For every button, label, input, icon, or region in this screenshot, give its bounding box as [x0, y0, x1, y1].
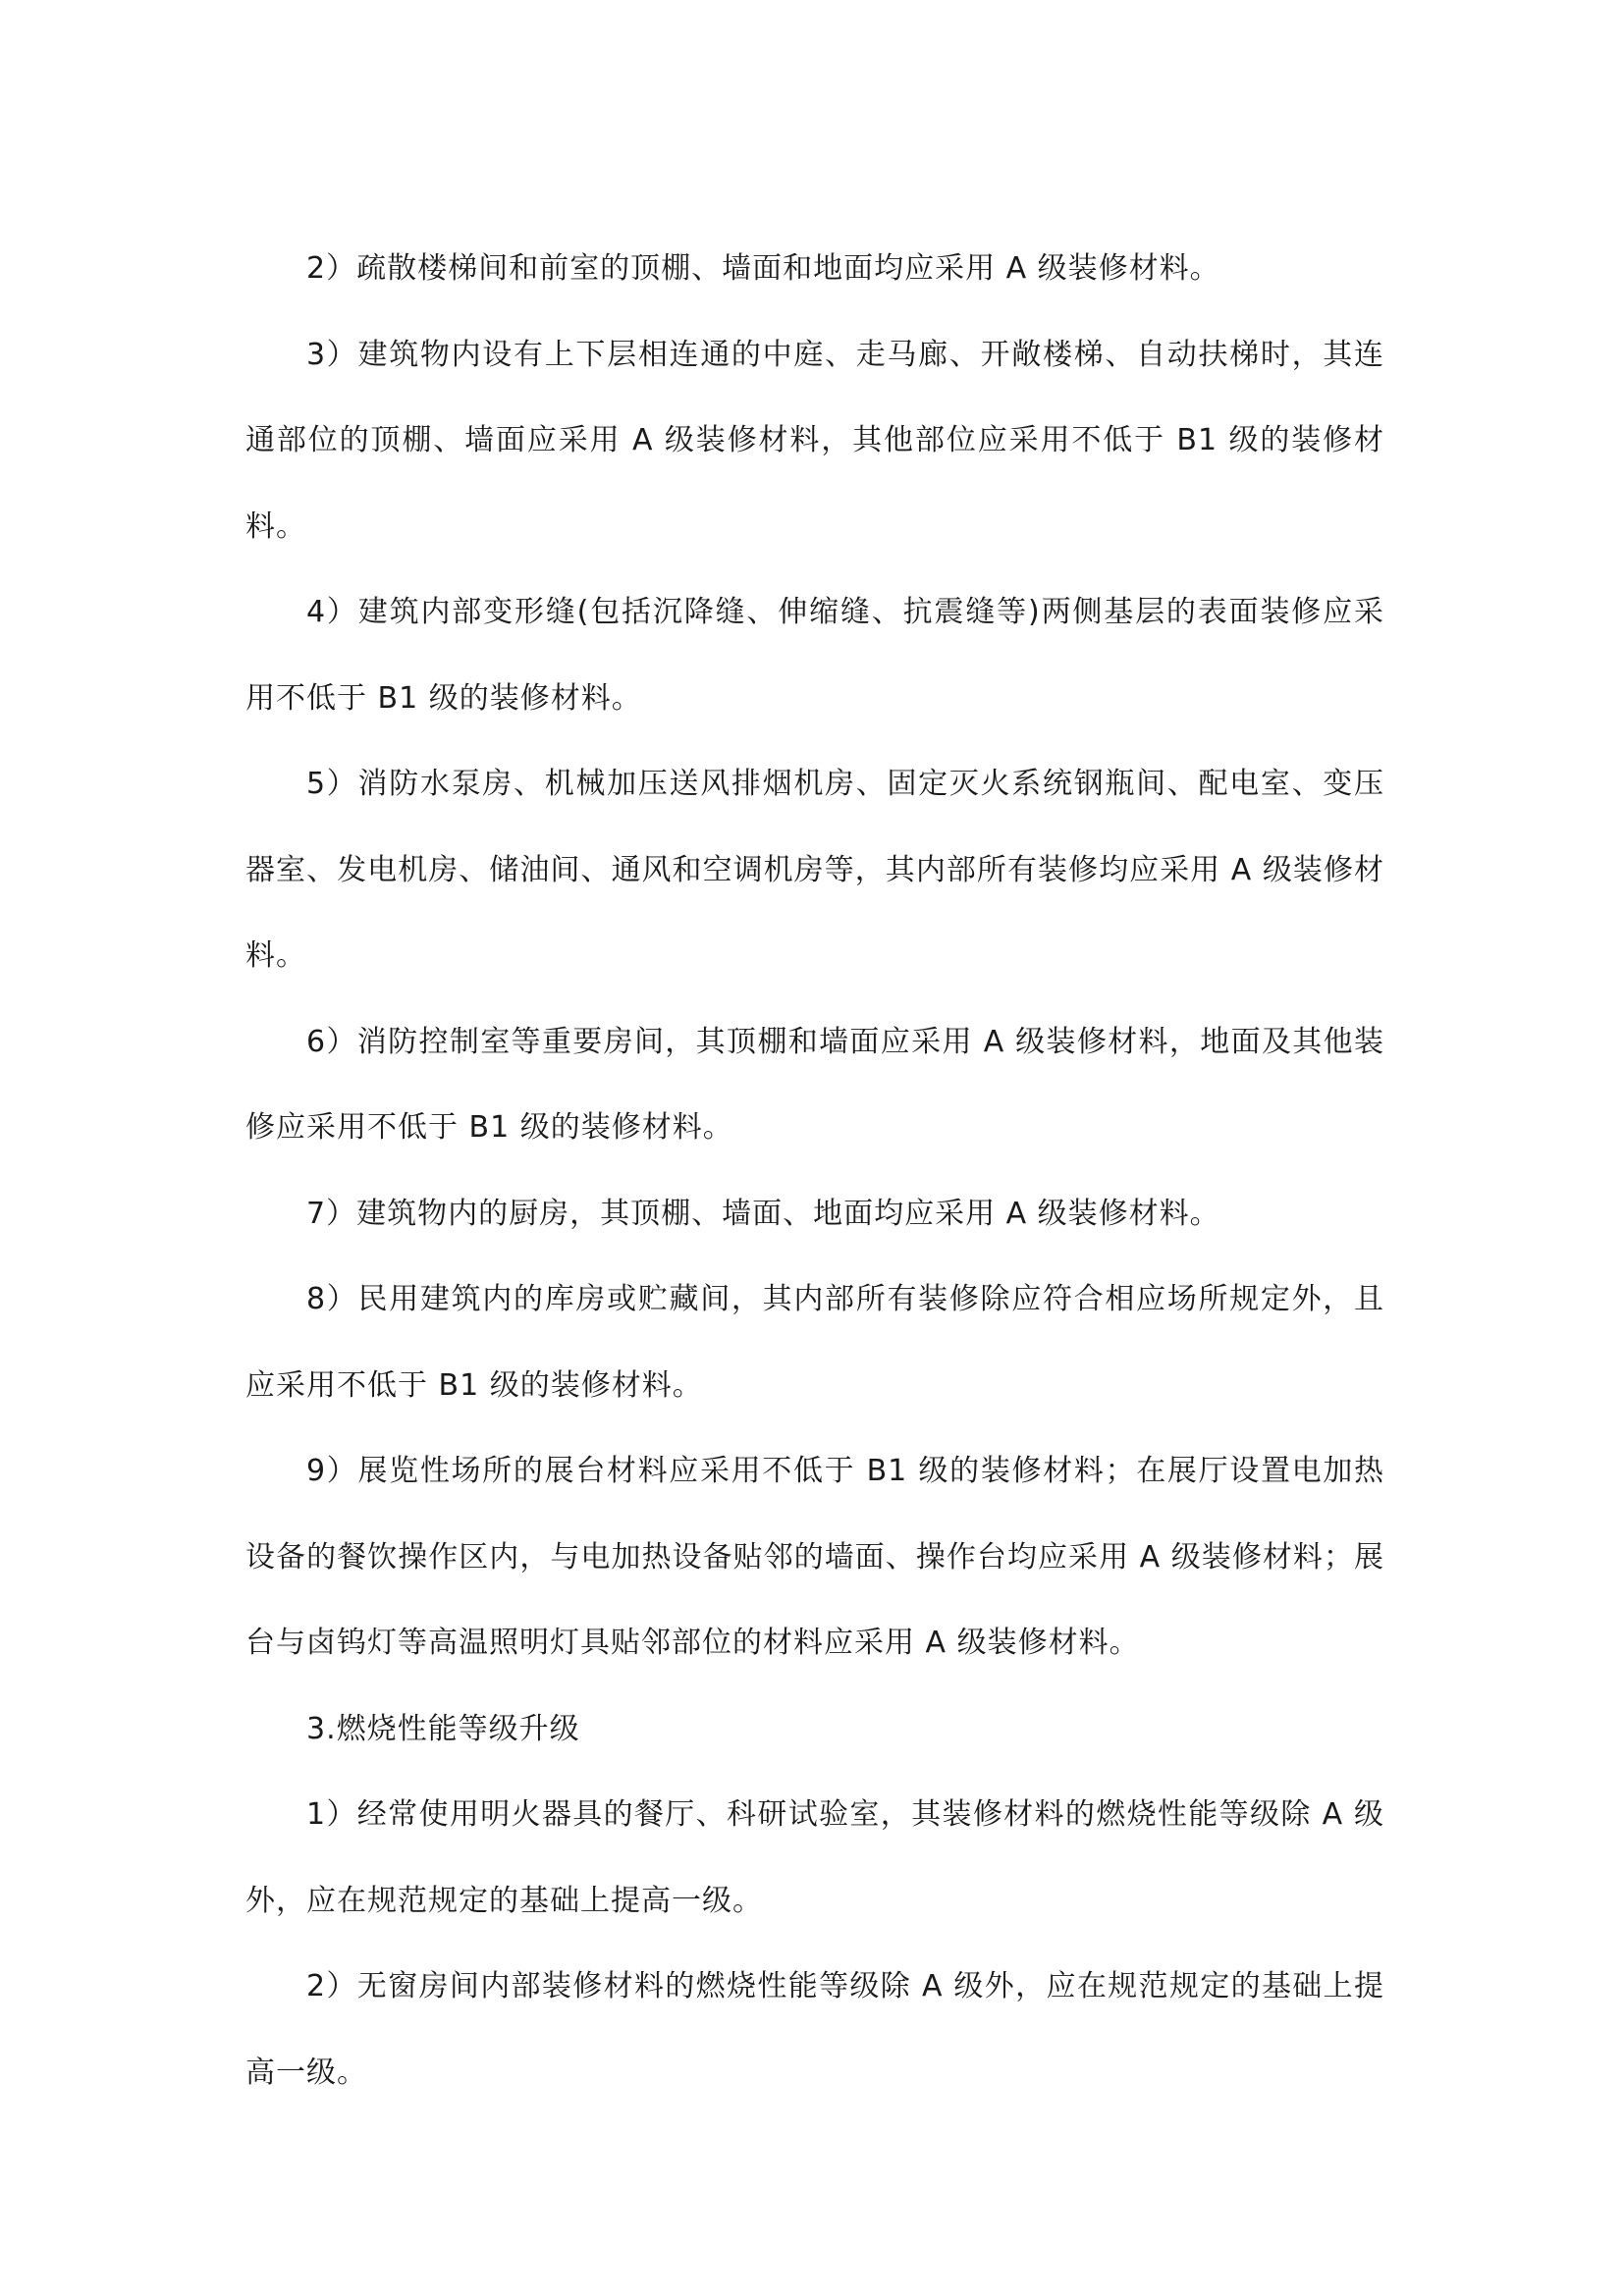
paragraph-fire-control-room: 6）消防控制室等重要房间，其顶棚和墙面应采用 A 级装修材料，地面及其他装修应采用不低于 B1 级的装修材料。	[245, 1024, 1384, 1145]
paragraph-open-flame: 1）经常使用明火器具的餐厅、科研试验室，其装修材料的燃烧性能等级除 A 级外，应在规范规定的基础上提高一级。	[245, 1797, 1384, 1918]
paragraph-deformation-joint: 4）建筑内部变形缝(包括沉降缝、伸缩缝、抗震缝等)两侧基层的表面装修应采用不低于 B1 级的装修材料。	[245, 595, 1384, 716]
paragraph-equipment-rooms: 5）消防水泵房、机械加压送风排烟机房、固定灭火系统钢瓶间、配电室、变压器室、发电机房、储油间、通风和空调机房等，其内部所有装修均应采用 A 级装修材料。	[245, 767, 1384, 973]
section-heading-grade-upgrade: 3.燃烧性能等级升级	[306, 1711, 580, 1746]
paragraph-windowless-room: 2）无窗房间内部装修材料的燃烧性能等级除 A 级外，应在规范规定的基础上提高一级。	[245, 1969, 1384, 2090]
paragraph-stair-finish: 2）疏散楼梯间和前室的顶棚、墙面和地面均应采用 A 级装修材料。	[306, 251, 1220, 286]
paragraph-storage-room: 8）民用建筑内的库房或贮藏间，其内部所有装修除应符合相应场所规定外，且应采用不低于 B1 级的装修材料。	[245, 1282, 1384, 1403]
paragraph-exhibition: 9）展览性场所的展台材料应采用不低于 B1 级的装修材料；在展厅设置电加热设备的餐饮操作区内，与电加热设备贴邻的墙面、操作台均应采用 A 级装修材料；展台与卤钨灯等高温照明灯具贴邻部位的材料应采用 A 级装修材料。	[245, 1454, 1384, 1660]
paragraph-atrium-finish: 3）建筑物内设有上下层相连通的中庭、走马廊、开敞楼梯、自动扶梯时，其连通部位的顶棚、墙面应采用 A 级装修材料，其他部位应采用不低于 B1 级的装修材料。	[245, 337, 1384, 544]
paragraph-kitchen: 7）建筑物内的厨房，其顶棚、墙面、地面均应采用 A 级装修材料。	[306, 1196, 1220, 1231]
document-body	[245, 226, 1384, 2115]
